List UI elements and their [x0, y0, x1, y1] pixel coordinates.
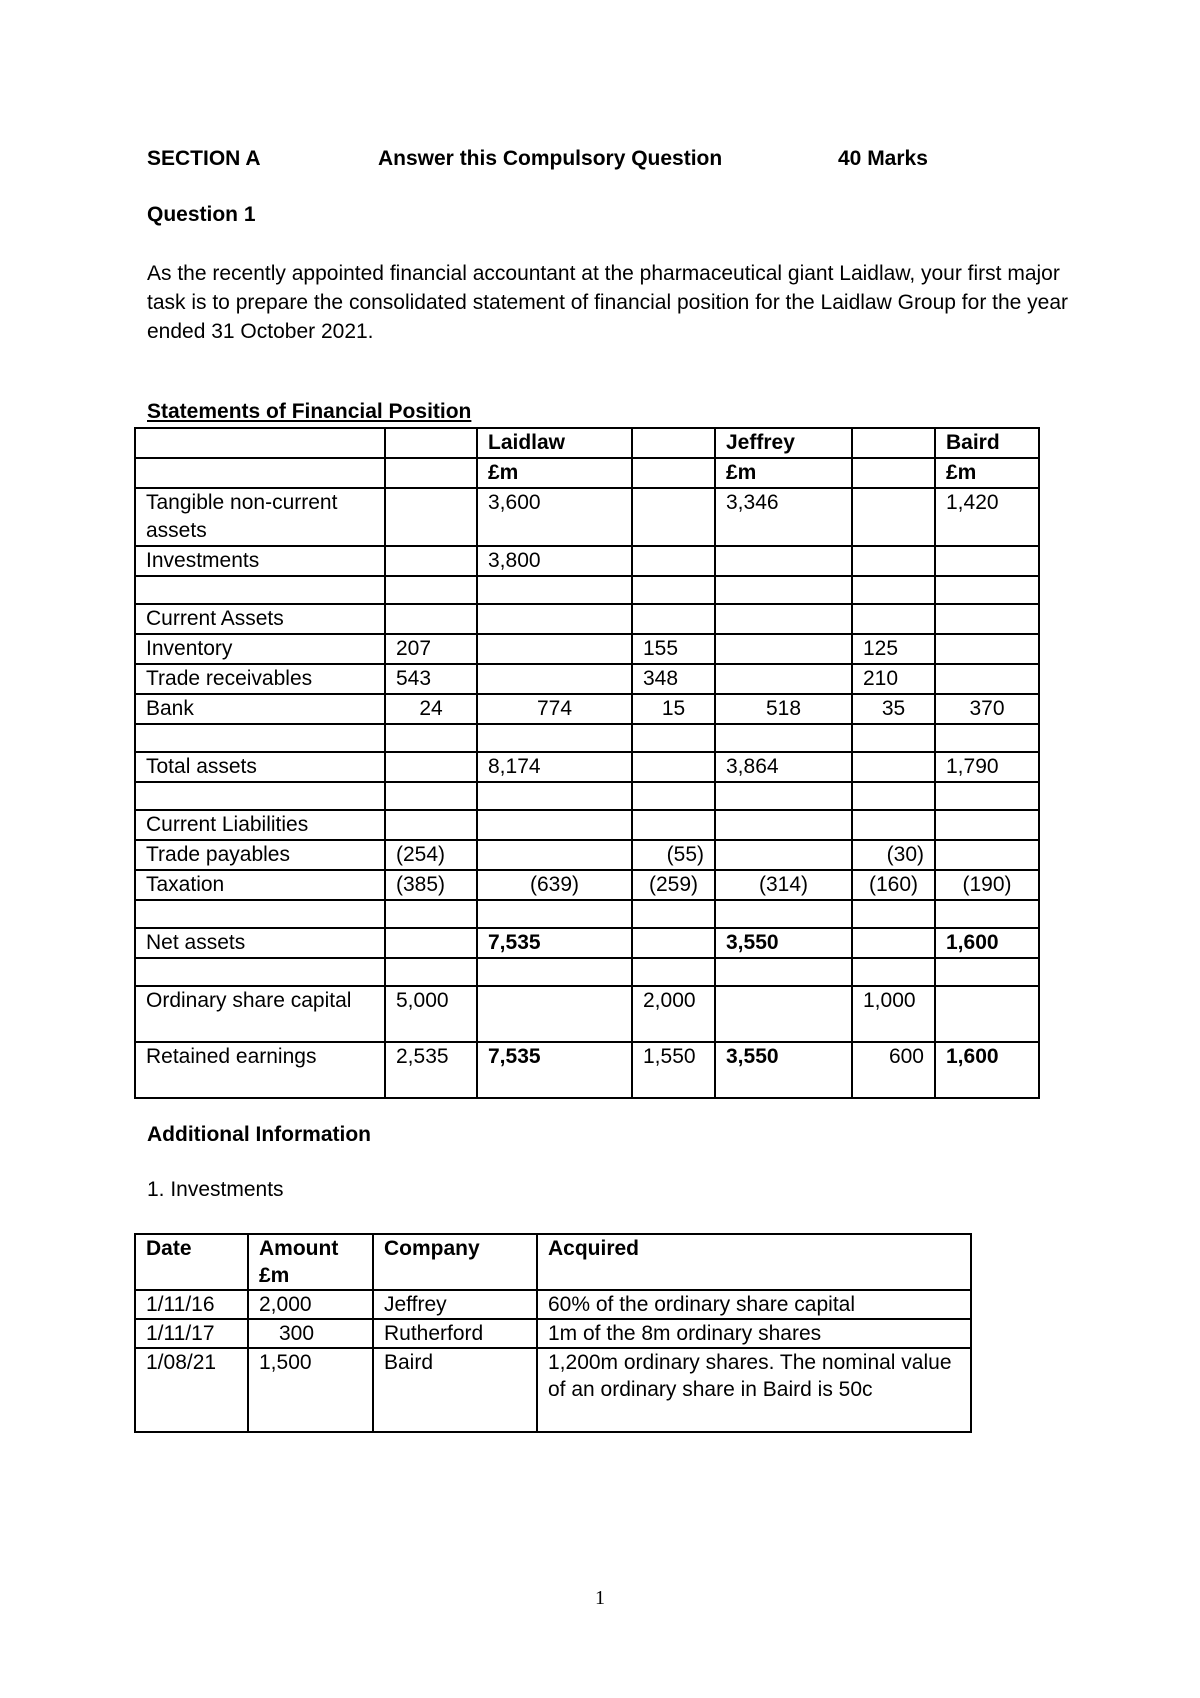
value-cell: (190)	[935, 870, 1039, 900]
date-cell: 1/11/16	[135, 1290, 248, 1319]
table-row	[135, 1319, 971, 1348]
value-cell: 15	[632, 694, 715, 724]
value-cell: 774	[477, 694, 632, 724]
investments-header-row	[135, 1234, 971, 1290]
table-row	[135, 782, 1039, 810]
company-header: Jeffrey	[715, 428, 852, 458]
row-label: Investments	[135, 546, 385, 576]
value-cell: 3,550	[715, 928, 852, 958]
value-cell: 7,535	[477, 1042, 632, 1098]
column-header: Acquired	[537, 1234, 971, 1290]
investments-title: 1. Investments	[147, 1178, 284, 1201]
table-row	[135, 1042, 1039, 1098]
value-cell: 2,000	[632, 986, 715, 1042]
value-cell: 210	[852, 664, 935, 694]
value-cell: 207	[385, 634, 477, 664]
value-cell: 3,800	[477, 546, 632, 576]
unit-header: £m	[477, 458, 632, 488]
table-row	[135, 810, 1039, 840]
value-cell: 24	[385, 694, 477, 724]
amount-cell: 2,000	[248, 1290, 373, 1319]
row-label: Retained earnings	[135, 1042, 385, 1098]
value-cell: (385)	[385, 870, 477, 900]
value-cell: 518	[715, 694, 852, 724]
table-row	[135, 546, 1039, 576]
value-cell: 3,550	[715, 1042, 852, 1098]
value-cell: 600	[852, 1042, 935, 1098]
question-intro: As the recently appointed financial accountant at the pharmaceutical giant Laidlaw, your first major task is to prepare the consolidated statement of financial position for the Laidlaw Group for the year ended 31 October 2021.	[147, 262, 1069, 343]
date-cell: 1/11/17	[135, 1319, 248, 1348]
sfp-unit-row	[135, 458, 1039, 488]
value-cell: 370	[935, 694, 1039, 724]
value-cell: 3,600	[477, 488, 632, 546]
date-cell: 1/08/21	[135, 1348, 248, 1432]
value-cell: (259)	[632, 870, 715, 900]
column-header: Company	[373, 1234, 537, 1290]
value-cell: (254)	[385, 840, 477, 870]
additional-info-title: Additional Information	[147, 1123, 371, 1146]
section-instruction: Answer this Compulsory Question	[378, 147, 723, 170]
value-cell: 1,550	[632, 1042, 715, 1098]
page-number: 1	[595, 1587, 605, 1609]
table-row	[135, 634, 1039, 664]
row-label: Total assets	[135, 752, 385, 782]
table-row	[135, 604, 1039, 634]
value-cell: 125	[852, 634, 935, 664]
amount-cell: 1,500	[248, 1348, 373, 1432]
value-cell: 7,535	[477, 928, 632, 958]
investments-table	[134, 1233, 972, 1433]
section-marks: 40 Marks	[838, 147, 928, 170]
row-label: Trade payables	[135, 840, 385, 870]
table-row	[135, 840, 1039, 870]
table-row	[135, 1290, 971, 1319]
row-label: Bank	[135, 694, 385, 724]
table-row	[135, 694, 1039, 724]
sfp-title: Statements of Financial Position	[147, 400, 472, 423]
value-cell: 1,600	[935, 1042, 1039, 1098]
unit-header: £m	[715, 458, 852, 488]
table-row	[135, 928, 1039, 958]
value-cell: 3,864	[715, 752, 852, 782]
row-label: Trade receivables	[135, 664, 385, 694]
company-cell: Rutherford	[373, 1319, 537, 1348]
sfp-table	[134, 427, 1040, 1099]
table-row	[135, 664, 1039, 694]
value-cell: 1,000	[852, 986, 935, 1042]
acquired-cell: 1m of the 8m ordinary shares	[537, 1319, 971, 1348]
row-label: Tangible non-current assets	[135, 488, 385, 546]
column-header: Date	[135, 1234, 248, 1290]
table-row	[135, 1348, 971, 1432]
table-row	[135, 900, 1039, 928]
value-cell: 5,000	[385, 986, 477, 1042]
section-label: SECTION A	[147, 147, 261, 170]
table-row	[135, 986, 1039, 1042]
value-cell: (639)	[477, 870, 632, 900]
amount-cell: 300	[248, 1319, 373, 1348]
sfp-header-row	[135, 428, 1039, 458]
value-cell: (55)	[632, 840, 715, 870]
unit-header: £m	[935, 458, 1039, 488]
value-cell: 543	[385, 664, 477, 694]
table-row	[135, 870, 1039, 900]
acquired-cell: 60% of the ordinary share capital	[537, 1290, 971, 1319]
row-label: Taxation	[135, 870, 385, 900]
column-header: Amount £m	[248, 1234, 373, 1290]
value-cell: 155	[632, 634, 715, 664]
acquired-cell: 1,200m ordinary shares. The nominal value of an ordinary share in Baird is 50c	[537, 1348, 971, 1432]
value-cell: (30)	[852, 840, 935, 870]
value-cell: 1,790	[935, 752, 1039, 782]
question-title: Question 1	[147, 203, 256, 226]
value-cell: 1,420	[935, 488, 1039, 546]
value-cell: 2,535	[385, 1042, 477, 1098]
value-cell: (314)	[715, 870, 852, 900]
table-row	[135, 752, 1039, 782]
table-row	[135, 958, 1039, 986]
table-row	[135, 488, 1039, 546]
company-cell: Baird	[373, 1348, 537, 1432]
company-header: Laidlaw	[477, 428, 632, 458]
value-cell: 8,174	[477, 752, 632, 782]
row-label: Net assets	[135, 928, 385, 958]
table-row	[135, 576, 1039, 604]
table-row	[135, 724, 1039, 752]
row-label: Current Liabilities	[135, 810, 385, 840]
row-label: Inventory	[135, 634, 385, 664]
company-header: Baird	[935, 428, 1039, 458]
company-cell: Jeffrey	[373, 1290, 537, 1319]
value-cell: 348	[632, 664, 715, 694]
value-cell: 3,346	[715, 488, 852, 546]
row-label: Ordinary share capital	[135, 986, 385, 1042]
row-label: Current Assets	[135, 604, 385, 634]
value-cell: (160)	[852, 870, 935, 900]
value-cell: 1,600	[935, 928, 1039, 958]
value-cell: 35	[852, 694, 935, 724]
